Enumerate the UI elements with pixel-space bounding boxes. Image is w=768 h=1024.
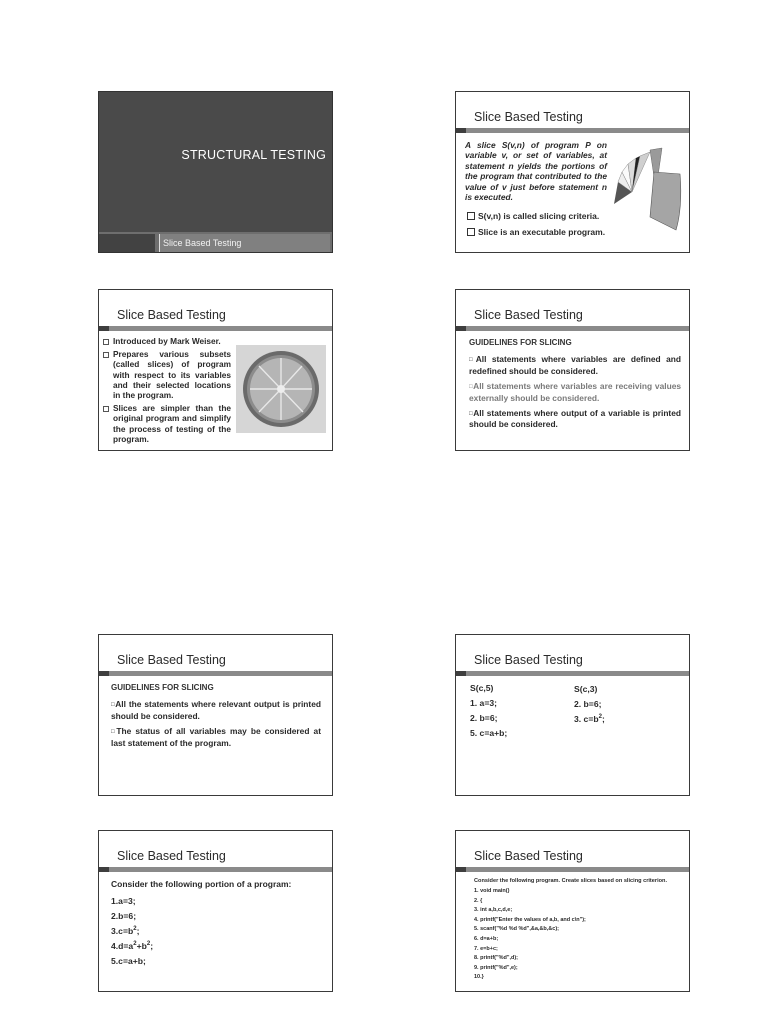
definition-text: A slice S(v,n) of program P on variable v, or set of variables, at statement n yields the portions of the program that contributed to the value of v just before statement n is executed.: [465, 140, 607, 203]
footer-label: Slice Based Testing: [159, 234, 330, 252]
list-item: Introduced by Mark Weiser.: [103, 336, 231, 346]
slide-slice-intro: [98, 289, 333, 451]
header-bar: [99, 867, 332, 872]
slide-slice-definition: [455, 91, 690, 253]
subheading: GUIDELINES FOR SLICING: [469, 338, 572, 347]
slide-header: Slice Based Testing: [474, 308, 583, 322]
guideline-item: □All statements where output of a variable is printed should be considered.: [469, 407, 681, 430]
slide-body: [469, 338, 681, 435]
slide-program-portion: [98, 830, 333, 992]
slice-column-c5: [470, 681, 507, 741]
slice-title: S(c,5): [470, 683, 494, 693]
slide-title: STRUCTURAL TESTING: [181, 148, 326, 162]
slide-header: Slice Based Testing: [117, 308, 226, 322]
header-bar: [456, 128, 689, 133]
code-block: [111, 894, 153, 969]
code-line: 3. $c=b^2$;: [574, 714, 605, 724]
slice-column-c3: [574, 682, 605, 727]
code-line: 1. void main(): [474, 888, 510, 894]
code-line: 3. int a,b,c,d,e;: [474, 907, 513, 914]
citrus-slice-image: [236, 345, 326, 433]
guideline-item: □The status of all variables may be considered at last statement of the program.: [111, 726, 321, 748]
code-line: 7. e=b+c;: [474, 945, 498, 952]
slide-body: [111, 683, 321, 753]
square-bullet-icon: □: [469, 410, 474, 417]
intro-text: Consider the following program. Create slices based on slicing criterion.: [474, 878, 668, 884]
slide-guidelines-2: [98, 634, 333, 796]
code-line: $3.c=b^2$;: [111, 926, 140, 936]
code-line: 6. d=a+b;: [474, 935, 499, 942]
code-line: 1. a=3;: [470, 698, 497, 708]
guideline-item: □All statements where variables are defined and redefined should be considered.: [469, 354, 681, 376]
subheading: GUIDELINES FOR SLICING: [111, 683, 214, 692]
header-bar: [99, 326, 332, 331]
square-bullet-icon: □: [111, 702, 116, 709]
square-bullet-icon: □: [111, 729, 117, 736]
code-line: 1.a=3;: [111, 896, 136, 906]
pie-graphic: [610, 142, 683, 232]
footer-accent: [99, 234, 155, 252]
bullet-list: [103, 336, 231, 447]
code-line: 5.c=a+b;: [111, 956, 146, 966]
guideline-item: □All statements where variables are receiving values externally should be considered.: [469, 381, 682, 403]
code-line: 2.b=6;: [111, 911, 137, 921]
slide-header: Slice Based Testing: [474, 110, 583, 124]
code-line: 4. printf("Enter the values of a,b, and c\n");: [474, 916, 586, 923]
checkbox-bullet-icon: [467, 228, 475, 236]
code-line: 9. printf("%d",e);: [474, 964, 518, 971]
slide-header: Slice Based Testing: [117, 849, 226, 863]
checkbox-bullet-icon: [467, 212, 475, 220]
code-line: 8. printf("%d",d);: [474, 955, 519, 962]
intro-text: Consider the following portion of a program:: [111, 879, 292, 889]
bullet-item: S(v,n) is called slicing criteria.: [467, 211, 599, 221]
slide-slices-example: [455, 634, 690, 796]
slide-structural-testing: [98, 91, 333, 253]
list-item: Slices are simpler than the original program and simplify the process of testing of the program.: [103, 403, 231, 444]
header-bar: [456, 867, 689, 872]
header-bar: [456, 326, 689, 331]
slide-header: Slice Based Testing: [474, 849, 583, 863]
code-line: 2. {: [474, 897, 483, 904]
code-line: 10.}: [474, 974, 484, 981]
square-bullet-icon: □: [469, 357, 476, 364]
bullet-item: Slice is an executable program.: [467, 227, 605, 237]
code-line: 2. b=6;: [574, 699, 602, 709]
square-bullet-icon: □: [469, 384, 474, 391]
slice-title: S(c,3): [574, 684, 598, 694]
header-bar: [456, 671, 689, 676]
guideline-item: □All the statements where relevant output is printed should be considered.: [111, 699, 321, 721]
code-line: $4.d=a^2+b^2$;: [111, 941, 154, 951]
slide-header: Slice Based Testing: [117, 653, 226, 667]
code-line: 2. b=6;: [470, 713, 498, 723]
slide-header: Slice Based Testing: [474, 653, 583, 667]
code-line: 5. c=a+b;: [470, 728, 508, 738]
program-listing: [474, 887, 586, 983]
header-bar: [99, 671, 332, 676]
code-line: 5. scanf("%d %d %d",&a,&b,&c);: [474, 926, 559, 933]
list-item: Prepares various subsets (called slices) of program with respect to its variables and their selected locations in the program.: [103, 349, 231, 400]
slide-full-program: [455, 830, 690, 992]
slide-guidelines-1: [455, 289, 690, 451]
